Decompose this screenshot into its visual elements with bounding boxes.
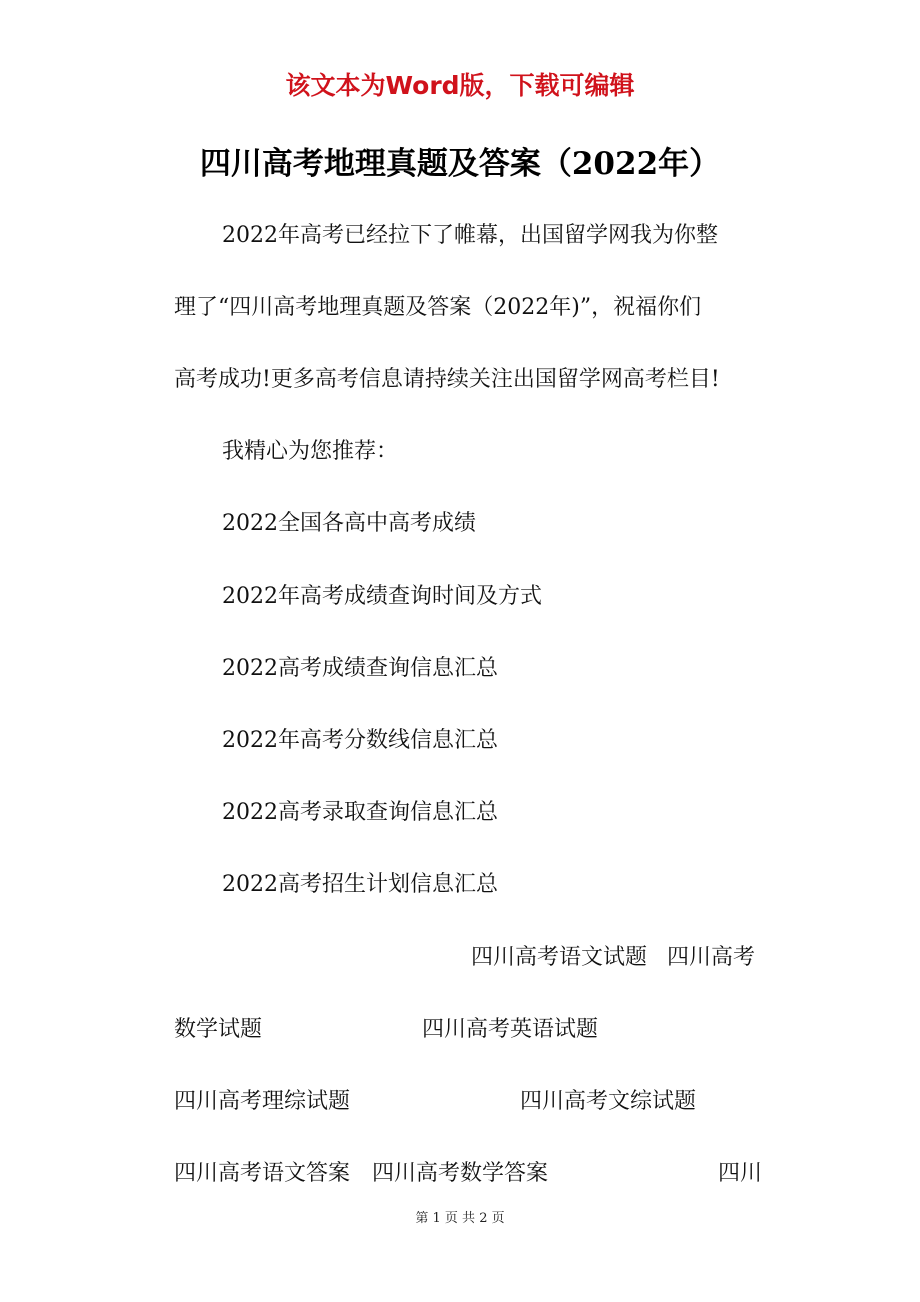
- subject-link-math-exam-part1[interactable]: 四川高考: [667, 945, 756, 970]
- subject-link-math-answer[interactable]: 四川高考数学答案: [372, 1161, 549, 1186]
- subject-link-science-exam[interactable]: 四川高考理综试题: [174, 1089, 351, 1114]
- recommend-link-admission[interactable]: 2022高考录取查询信息汇总: [222, 800, 498, 825]
- recommend-link-scores[interactable]: 2022全国各高中高考成绩: [222, 511, 476, 536]
- page-title: 四川高考地理真题及答案（2022年）: [199, 146, 721, 182]
- subject-link-chinese-exam[interactable]: 四川高考语文试题: [471, 945, 648, 970]
- recommend-link-query-time[interactable]: 2022年高考成绩查询时间及方式: [222, 584, 542, 609]
- intro-line-1: 2022年高考已经拉下了帷幕，出国留学网我为你整: [222, 223, 718, 248]
- download-banner: 该文本为Word版，下载可编辑: [285, 71, 635, 100]
- recommend-link-query-info[interactable]: 2022高考成绩查询信息汇总: [222, 656, 498, 681]
- recommend-link-cutoff[interactable]: 2022年高考分数线信息汇总: [222, 728, 498, 753]
- recommend-link-enrollment[interactable]: 2022高考招生计划信息汇总: [222, 872, 498, 897]
- subject-link-english-exam[interactable]: 四川高考英语试题: [422, 1017, 599, 1042]
- intro-line-2: 理了“四川高考地理真题及答案（2022年)”，祝福你们: [174, 295, 702, 320]
- page-indicator: 第 1 页 共 2 页: [415, 1211, 505, 1226]
- subject-link-chinese-answer[interactable]: 四川高考语文答案: [174, 1161, 351, 1186]
- subject-link-arts-exam[interactable]: 四川高考文综试题: [520, 1089, 697, 1114]
- subject-link-next-fragment[interactable]: 四川: [718, 1161, 763, 1186]
- recommend-heading: 我精心为您推荐：: [222, 439, 399, 464]
- subject-link-math-exam-part2[interactable]: 数学试题: [174, 1017, 263, 1042]
- intro-line-3: 高考成功!更多高考信息请持续关注出国留学网高考栏目!: [174, 367, 720, 392]
